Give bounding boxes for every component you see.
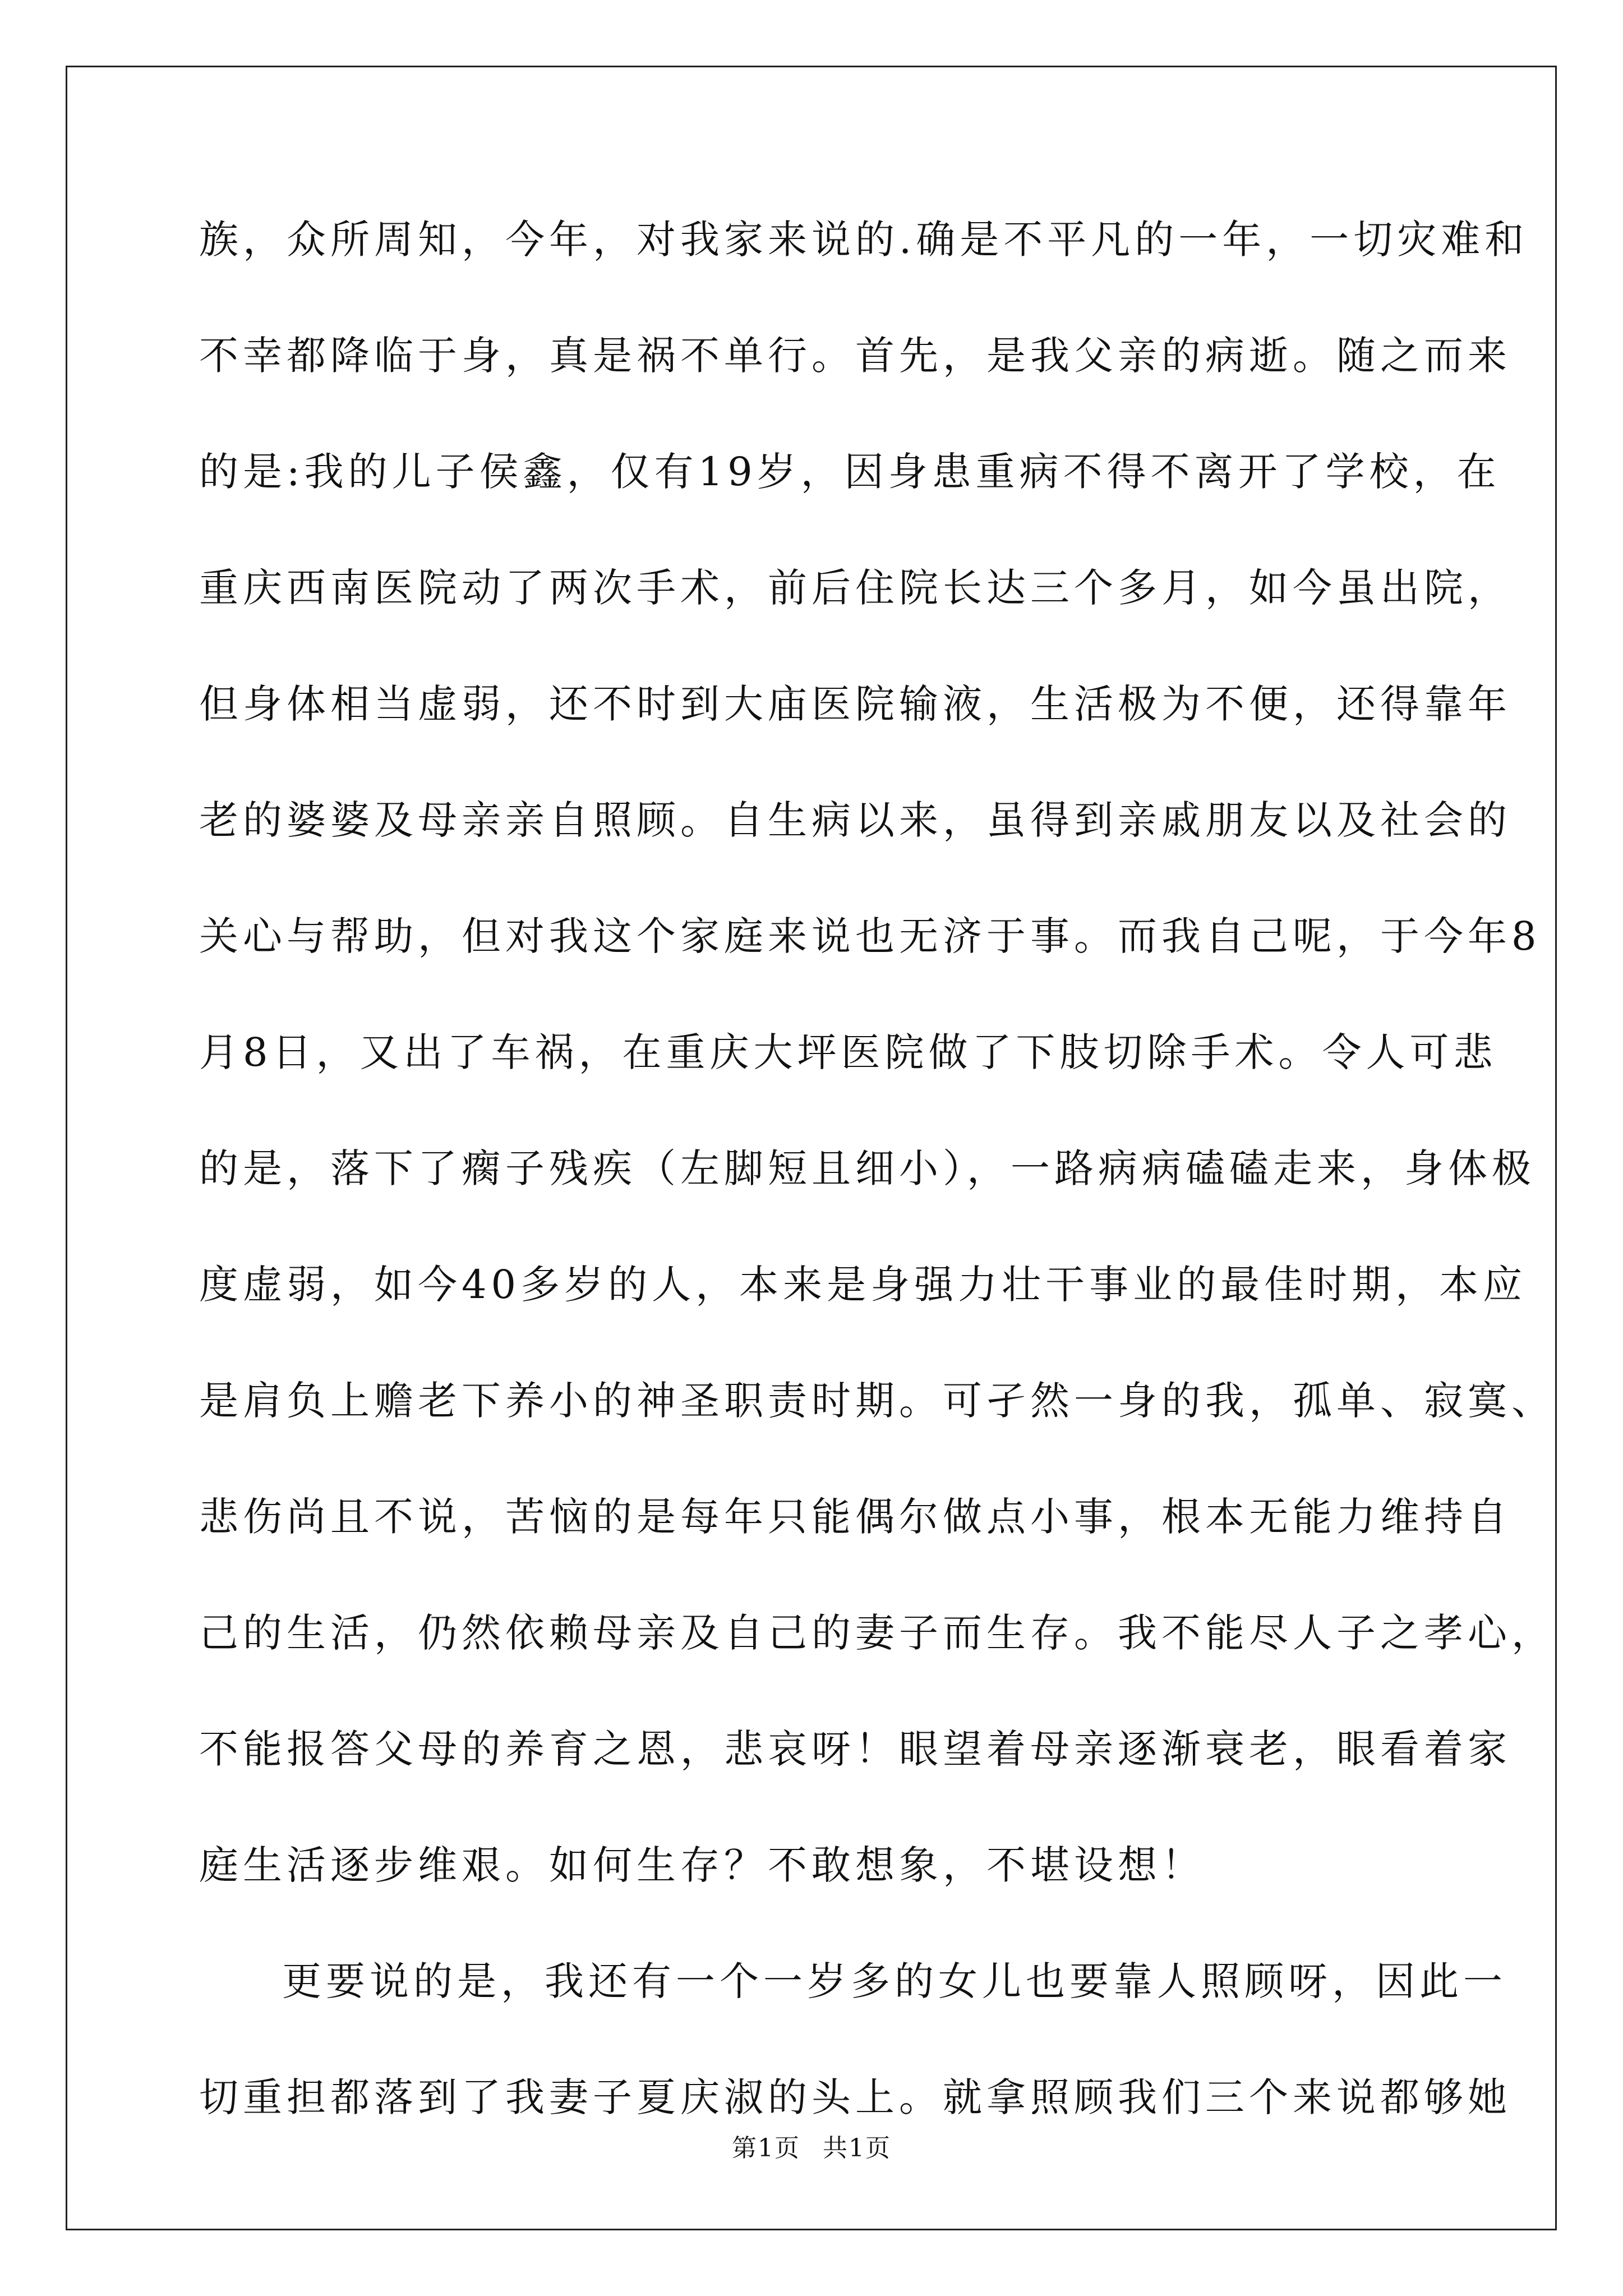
text-line: 是肩负上赡老下养小的神圣职责时期。可孑然一身的我，孤单、寂寞、 bbox=[199, 1378, 1555, 1424]
text-line: 更要说的是，我还有一个一岁多的女儿也要靠人照顾呀，因此一 bbox=[282, 1958, 1507, 2004]
text-line: 庭生活逐步维艰。如何生存？不敢想象，不堪设想！ bbox=[199, 1842, 1205, 1888]
text-line: 度虚弱，如今40多岁的人，本来是身强力壮干事业的最佳时期，本应 bbox=[199, 1262, 1527, 1308]
text-line: 重庆西南医院动了两次手术，前后住院长达三个多月，如今虽出院， bbox=[199, 565, 1511, 611]
text-line: 的是:我的儿子侯鑫，仅有19岁，因身患重病不得不离开了学校，在 bbox=[199, 449, 1501, 495]
page-footer bbox=[0, 2132, 1623, 2165]
text-line: 但身体相当虚弱，还不时到大庙医院输液，生活极为不便，还得靠年 bbox=[199, 681, 1511, 727]
text-line: 己的生活，仍然依赖母亲及自己的妻子而生存。我不能尽人子之孝心， bbox=[199, 1610, 1555, 1656]
text-line: 族，众所周知，今年，对我家来说的.确是不平凡的一年，一切灾难和 bbox=[199, 217, 1529, 263]
page-number: 第1页 bbox=[732, 2134, 800, 2162]
text-line: 不幸都降临于身，真是祸不单行。首先，是我父亲的病逝。随之而来 bbox=[199, 333, 1511, 379]
text-line: 月8日，又出了车祸，在重庆大坪医院做了下肢切除手术。令人可悲 bbox=[199, 1029, 1497, 1075]
text-line: 老的婆婆及母亲亲自照顾。自生病以来，虽得到亲戚朋友以及社会的 bbox=[199, 797, 1511, 843]
text-line: 的是，落下了瘸子残疾（左脚短且细小），一路病病磕磕走来，身体极 bbox=[199, 1145, 1536, 1191]
text-line: 切重担都落到了我妻子夏庆淑的头上。就拿照顾我们三个来说都够她 bbox=[199, 2074, 1511, 2120]
text-line: 关心与帮助，但对我这个家庭来说也无济于事。而我自己呢，于今年8 bbox=[199, 913, 1541, 959]
text-line: 悲伤尚且不说，苦恼的是每年只能偶尔做点小事，根本无能力维持自 bbox=[199, 1494, 1511, 1540]
text-line: 不能报答父母的养育之恩，悲哀呀！眼望着母亲逐渐衰老，眼看着家 bbox=[199, 1726, 1511, 1772]
page-total: 共1页 bbox=[823, 2134, 891, 2162]
